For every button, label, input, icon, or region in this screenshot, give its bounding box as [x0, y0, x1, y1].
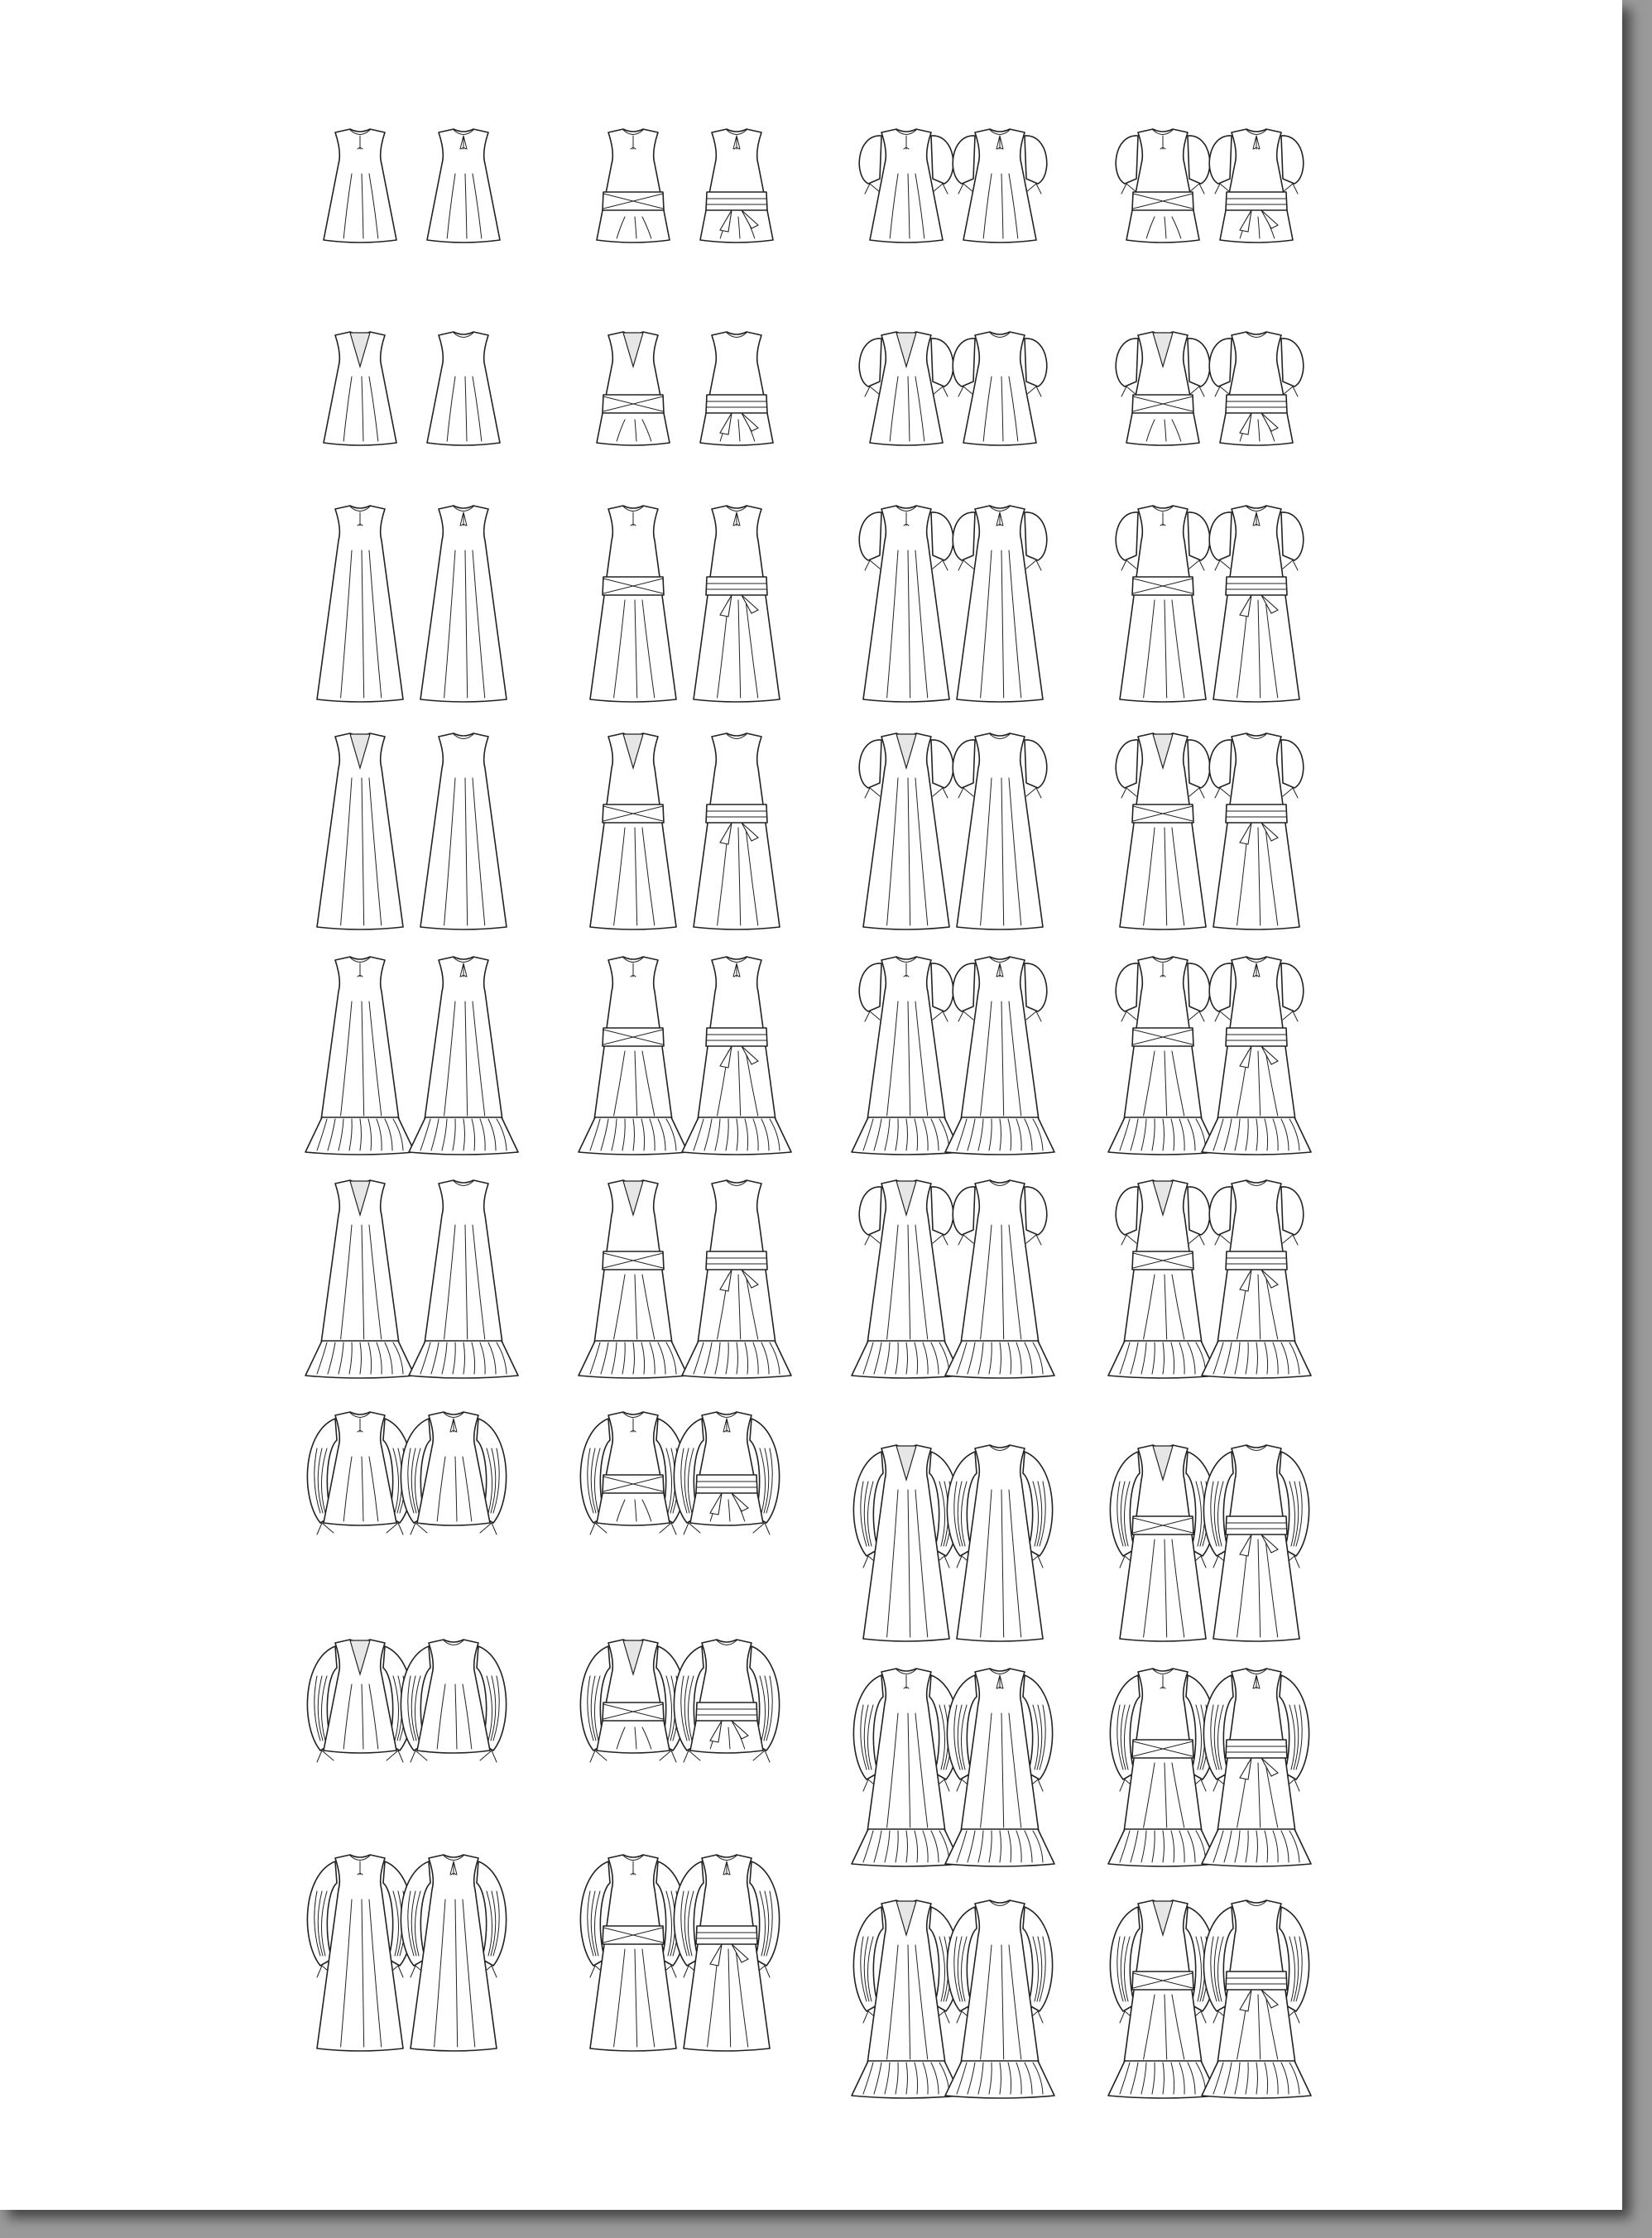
- back-view-drawing: [700, 332, 773, 445]
- puff-sleeve: [931, 963, 953, 1011]
- back-view-drawing: [945, 1669, 1054, 1866]
- back-view-drawing: [427, 332, 500, 445]
- column-1-row-3-garment-pair: [294, 501, 526, 749]
- back-view-drawing: [694, 733, 780, 929]
- waist-sash: [706, 1251, 767, 1270]
- waist-sash: [706, 1028, 767, 1046]
- column-3-row-6-garment-pair: [840, 1175, 1072, 1424]
- puff-sleeve: [1209, 136, 1232, 184]
- front-view-drawing: [853, 1445, 958, 1641]
- column-3-row-9-garment-pair: [840, 1895, 1072, 2144]
- front-view-drawing: [597, 332, 670, 445]
- puff-sleeve: [1025, 339, 1047, 387]
- puff-sleeve: [859, 963, 881, 1011]
- puff-sleeve: [953, 740, 975, 788]
- back-view-drawing: [1202, 1669, 1311, 1866]
- front-view-drawing: [1116, 332, 1210, 445]
- waist-sash: [1226, 1251, 1287, 1270]
- waist-sash: [696, 1926, 757, 1944]
- column-2-row-4-garment-pair: [567, 728, 799, 977]
- waist-sash: [1226, 1971, 1287, 1990]
- waist-sash: [1226, 1740, 1287, 1758]
- front-view-drawing: [597, 129, 670, 243]
- front-view-drawing: [590, 506, 676, 702]
- back-view-drawing: [947, 1445, 1052, 1641]
- column-1-row-8-garment-pair: [294, 1635, 526, 1883]
- back-view-drawing: [682, 957, 791, 1155]
- back-view-drawing: [1209, 332, 1304, 445]
- back-view-drawing: [420, 733, 507, 929]
- waist-sash: [1226, 1028, 1287, 1046]
- back-view-drawing: [401, 1855, 506, 2051]
- front-view-drawing: [590, 733, 676, 929]
- column-4-row-4-garment-pair: [1097, 728, 1328, 977]
- front-view-drawing: [859, 332, 953, 445]
- puff-sleeve: [1188, 1187, 1210, 1235]
- back-view-drawing: [674, 1855, 779, 2051]
- puff-sleeve: [931, 740, 953, 788]
- puff-sleeve: [1209, 740, 1232, 788]
- puff-sleeve: [1025, 740, 1047, 788]
- front-view-drawing: [317, 733, 403, 929]
- front-view-drawing: [1116, 733, 1210, 929]
- column-4-row-8-garment-pair: [1097, 1664, 1328, 1912]
- front-view-drawing: [859, 129, 953, 243]
- back-view-drawing: [700, 129, 773, 243]
- column-4-row-5-garment-pair: [1097, 952, 1328, 1200]
- puff-sleeve: [1281, 1187, 1304, 1235]
- back-view-drawing: [953, 733, 1047, 929]
- puff-sleeve: [859, 512, 881, 560]
- back-view-drawing: [1209, 129, 1304, 243]
- back-view-drawing: [945, 1180, 1054, 1378]
- front-view-drawing: [1108, 1900, 1217, 2098]
- front-view-drawing: [1116, 129, 1210, 243]
- waist-sash: [706, 804, 767, 823]
- front-view-drawing: [1110, 1445, 1215, 1641]
- puff-sleeve: [953, 339, 975, 387]
- front-view-drawing: [307, 1855, 412, 2051]
- column-1-row-4-garment-pair: [294, 728, 526, 977]
- puff-sleeve: [1188, 339, 1210, 387]
- garment-body: [427, 332, 500, 445]
- puff-sleeve: [1116, 136, 1138, 184]
- front-view-drawing: [307, 1640, 412, 1762]
- column-1-row-9-garment-pair: [294, 1850, 526, 2098]
- column-4-row-3-garment-pair: [1097, 501, 1328, 749]
- front-view-drawing: [579, 1180, 688, 1378]
- front-view-drawing: [580, 1640, 685, 1762]
- front-view-drawing: [859, 733, 953, 929]
- back-view-drawing: [682, 1180, 791, 1378]
- front-view-drawing: [317, 506, 403, 702]
- puff-sleeve: [1116, 740, 1138, 788]
- column-2-row-8-garment-pair: [567, 1635, 799, 1883]
- puff-sleeve: [1188, 963, 1210, 1011]
- garment-body: [317, 506, 403, 702]
- front-view-drawing: [580, 1412, 685, 1534]
- column-3-row-7-garment-pair: [840, 1440, 1072, 1688]
- puff-sleeve: [1025, 963, 1047, 1011]
- back-view-drawing: [1202, 957, 1311, 1155]
- puff-sleeve: [953, 1187, 975, 1235]
- waist-sash: [1226, 577, 1287, 595]
- column-3-row-3-garment-pair: [840, 501, 1072, 749]
- puff-sleeve: [1116, 512, 1138, 560]
- back-view-drawing: [1209, 506, 1304, 702]
- waist-sash: [1226, 804, 1287, 823]
- column-3-row-8-garment-pair: [840, 1664, 1072, 1912]
- puff-sleeve: [859, 740, 881, 788]
- puff-sleeve: [953, 136, 975, 184]
- waist-sash: [696, 1703, 757, 1721]
- puff-sleeve: [859, 1187, 881, 1235]
- puff-sleeve: [1188, 136, 1210, 184]
- column-1-row-5-garment-pair: [294, 952, 526, 1200]
- front-view-drawing: [852, 1669, 961, 1866]
- puff-sleeve: [1281, 136, 1304, 184]
- column-2-row-9-garment-pair: [567, 1850, 799, 2098]
- column-4-row-6-garment-pair: [1097, 1175, 1328, 1424]
- front-view-drawing: [1116, 506, 1210, 702]
- garment-body: [694, 733, 780, 929]
- puff-sleeve: [1209, 512, 1232, 560]
- puff-sleeve: [1281, 339, 1304, 387]
- back-view-drawing: [674, 1640, 779, 1762]
- front-view-drawing: [859, 506, 953, 702]
- front-view-drawing: [852, 1180, 961, 1378]
- front-view-drawing: [1108, 957, 1217, 1155]
- front-view-drawing: [1108, 1180, 1217, 1378]
- back-view-drawing: [401, 1412, 506, 1534]
- front-view-drawing: [305, 957, 415, 1155]
- back-view-drawing: [1202, 1900, 1311, 2098]
- back-view-drawing: [420, 506, 507, 702]
- front-view-drawing: [324, 332, 396, 445]
- column-2-row-6-garment-pair: [567, 1175, 799, 1424]
- waist-sash: [1226, 192, 1287, 210]
- front-view-drawing: [324, 129, 396, 243]
- back-view-drawing: [953, 129, 1047, 243]
- front-view-drawing: [579, 957, 688, 1155]
- puff-sleeve: [1188, 512, 1210, 560]
- puff-sleeve: [1188, 740, 1210, 788]
- puff-sleeve: [931, 1187, 953, 1235]
- back-view-drawing: [694, 506, 780, 702]
- puff-sleeve: [953, 963, 975, 1011]
- puff-sleeve: [1281, 512, 1304, 560]
- puff-sleeve: [1281, 963, 1304, 1011]
- front-view-drawing: [852, 957, 961, 1155]
- front-view-drawing: [307, 1412, 412, 1534]
- waist-sash: [706, 192, 767, 210]
- waist-sash: [706, 577, 767, 595]
- puff-sleeve: [1209, 963, 1232, 1011]
- back-view-drawing: [953, 506, 1047, 702]
- puff-sleeve: [1116, 963, 1138, 1011]
- column-3-row-5-garment-pair: [840, 952, 1072, 1200]
- column-1-row-6-garment-pair: [294, 1175, 526, 1424]
- puff-sleeve: [1209, 339, 1232, 387]
- garment-body: [700, 332, 773, 445]
- back-view-drawing: [409, 1180, 518, 1378]
- column-2-row-7-garment-pair: [567, 1407, 799, 1655]
- puff-sleeve: [859, 136, 881, 184]
- back-view-drawing: [945, 1900, 1054, 2098]
- front-view-drawing: [305, 1180, 415, 1378]
- puff-sleeve: [859, 339, 881, 387]
- puff-sleeve: [1209, 1187, 1232, 1235]
- puff-sleeve: [1025, 1187, 1047, 1235]
- column-2-row-3-garment-pair: [567, 501, 799, 749]
- back-view-drawing: [401, 1640, 506, 1762]
- front-view-drawing: [580, 1855, 685, 2051]
- back-view-drawing: [945, 957, 1054, 1155]
- puff-sleeve: [1025, 512, 1047, 560]
- puff-sleeve: [953, 512, 975, 560]
- garment-body: [590, 506, 676, 702]
- back-view-drawing: [1202, 1180, 1311, 1378]
- puff-sleeve: [931, 339, 953, 387]
- garment-body: [420, 506, 507, 702]
- column-3-row-4-garment-pair: [840, 728, 1072, 977]
- garment-body: [420, 733, 507, 929]
- puff-sleeve: [1116, 339, 1138, 387]
- column-1-row-7-garment-pair: [294, 1407, 526, 1655]
- garment-body: [694, 506, 780, 702]
- waist-sash: [1226, 1516, 1287, 1534]
- back-view-drawing: [427, 129, 500, 243]
- column-4-row-9-garment-pair: [1097, 1895, 1328, 2144]
- back-view-drawing: [674, 1412, 779, 1534]
- waist-sash: [696, 1475, 757, 1493]
- back-view-drawing: [409, 957, 518, 1155]
- puff-sleeve: [1116, 1187, 1138, 1235]
- waist-sash: [1226, 395, 1287, 413]
- front-view-drawing: [852, 1900, 961, 2098]
- puff-sleeve: [931, 512, 953, 560]
- waist-sash: [706, 395, 767, 413]
- back-view-drawing: [953, 332, 1047, 445]
- back-view-drawing: [1209, 733, 1304, 929]
- column-2-row-5-garment-pair: [567, 952, 799, 1200]
- puff-sleeve: [1281, 740, 1304, 788]
- puff-sleeve: [931, 136, 953, 184]
- column-4-row-7-garment-pair: [1097, 1440, 1328, 1688]
- front-view-drawing: [1108, 1669, 1217, 1866]
- puff-sleeve: [1025, 136, 1047, 184]
- back-view-drawing: [1203, 1445, 1309, 1641]
